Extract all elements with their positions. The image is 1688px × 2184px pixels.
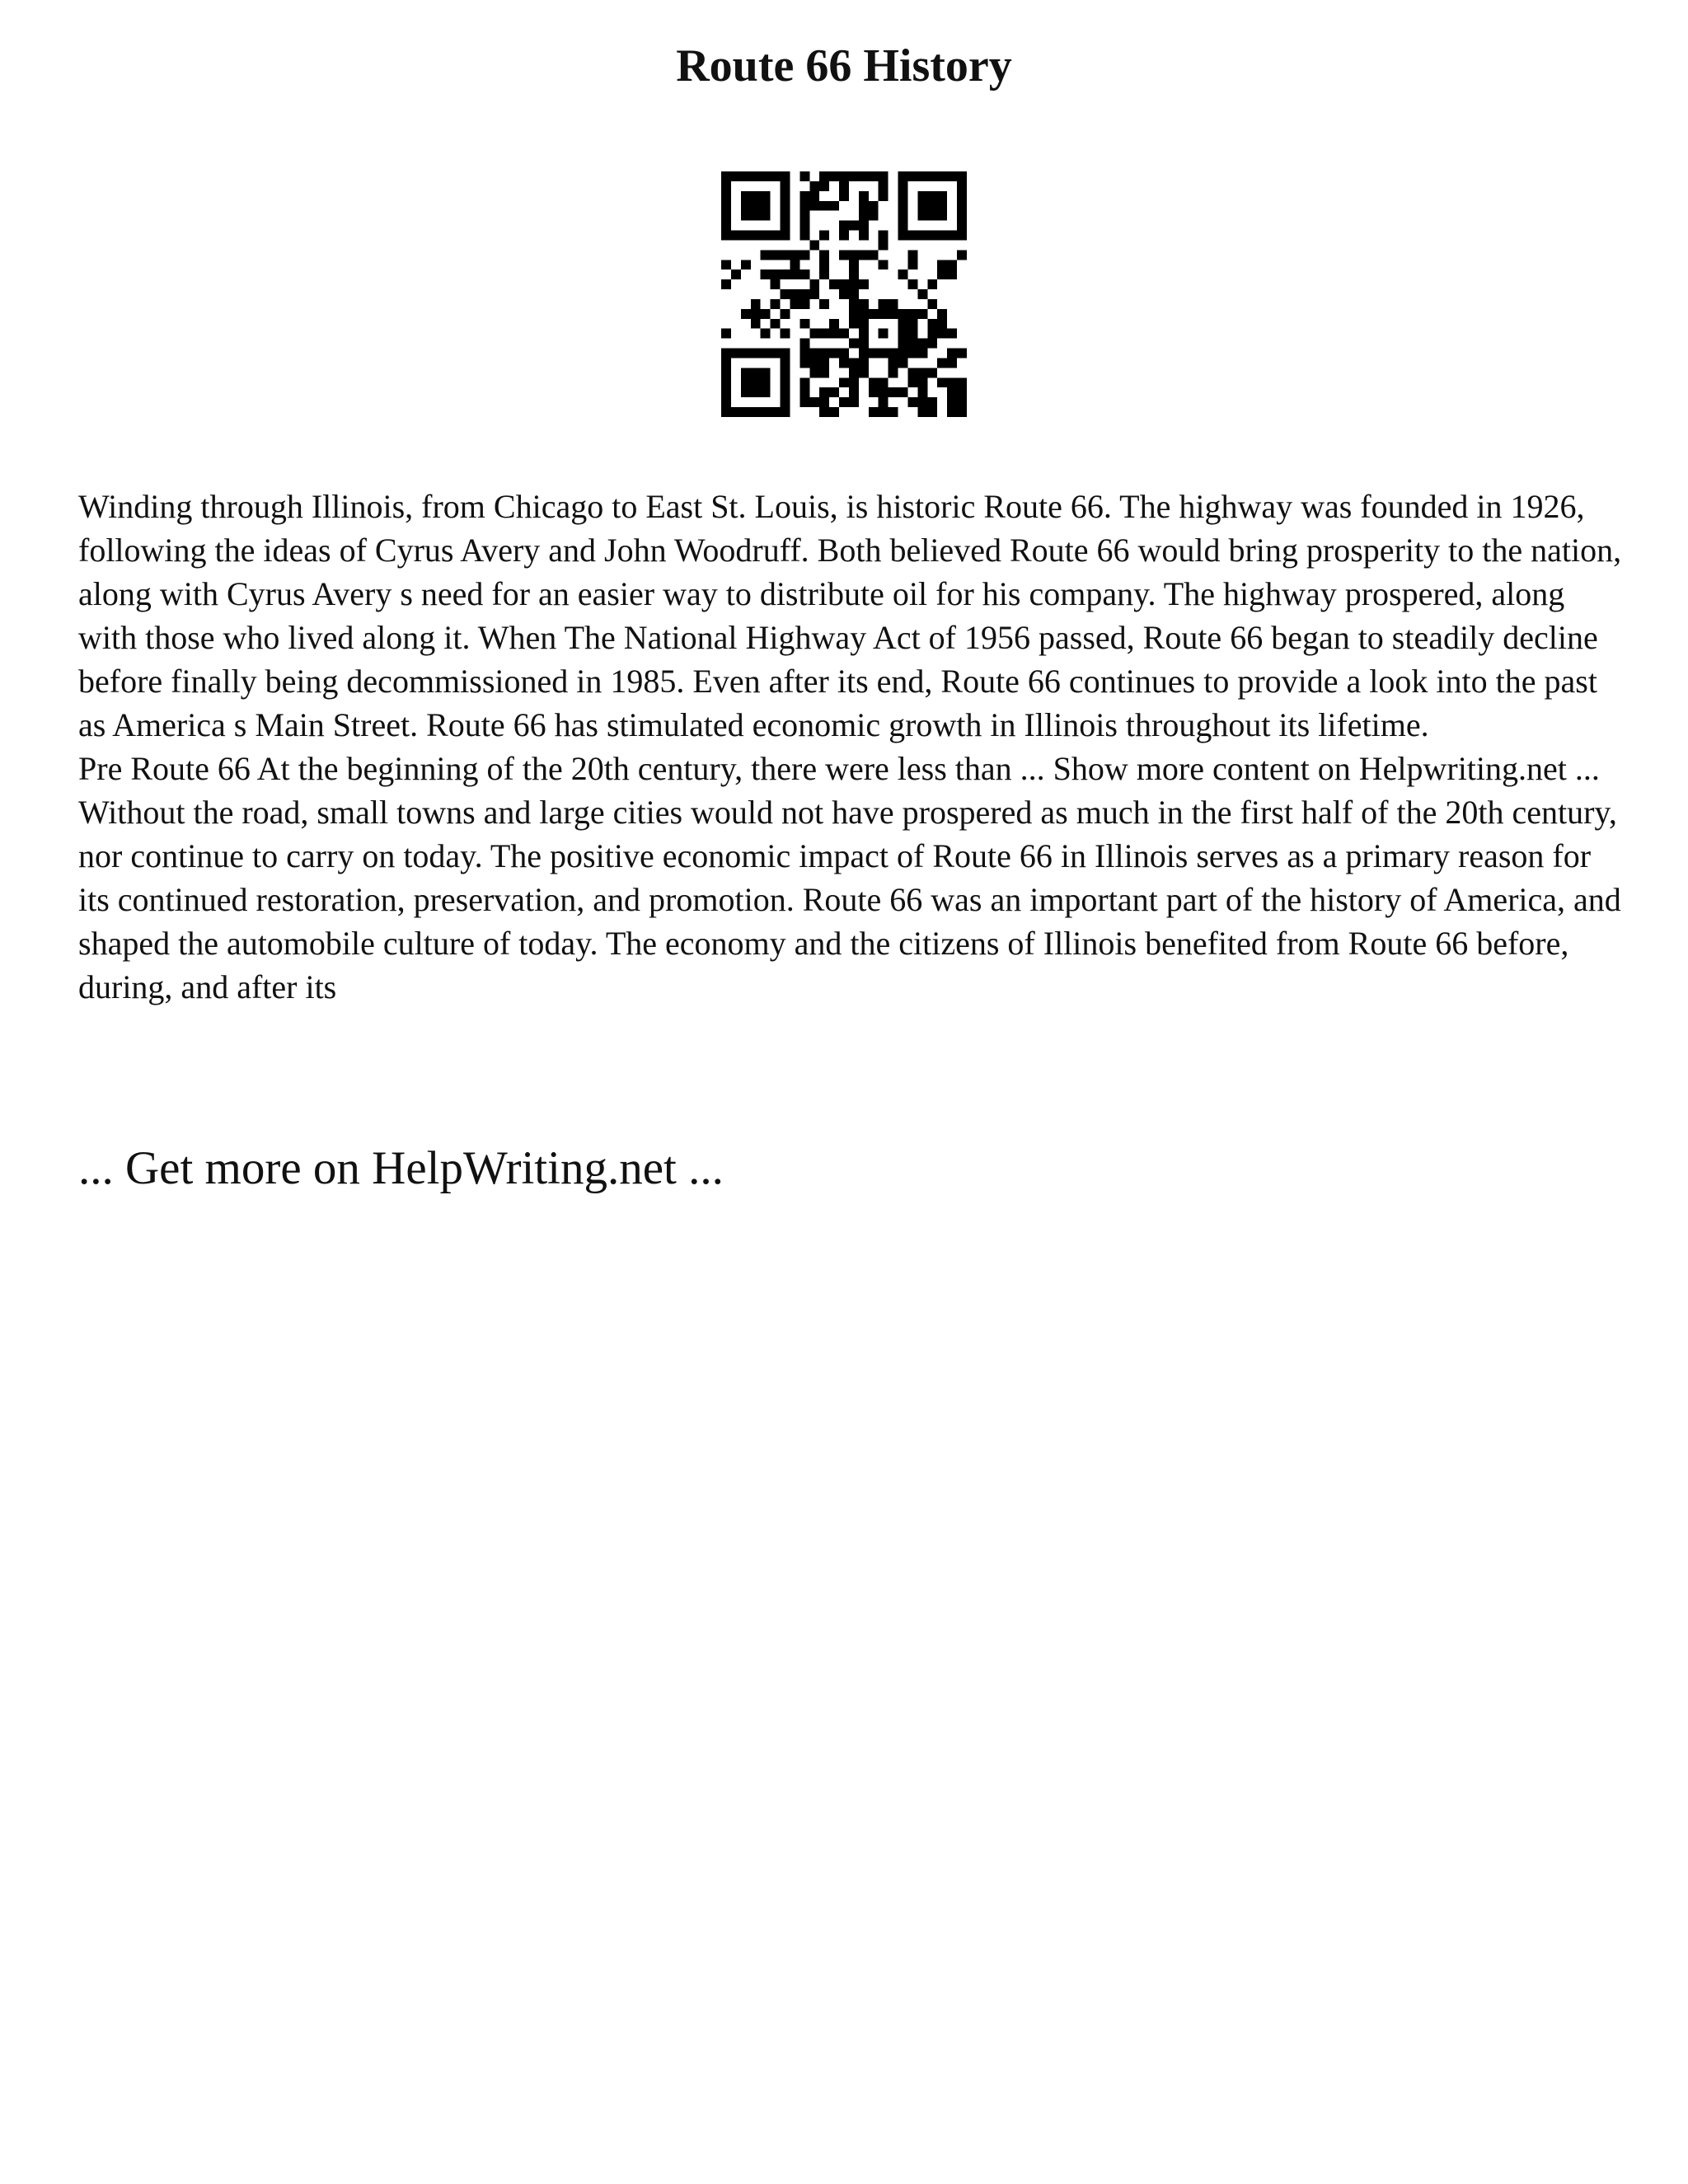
page-title: Route 66 History — [676, 40, 1012, 91]
article-body — [78, 485, 1628, 1009]
paragraph-intro: Winding through Illinois, from Chicago to East St. Louis, is historic Route 66. The highway was founded in 1926, following the ideas of Cyrus Avery and John Woodruff. Both believed Route 66 would bring prosperity to the nation, along with Cyrus Avery s need for an easier way to distribute oil for his company. The highway prospered, along with those who lived along it. When The National Highway Act of 1956 passed, Route 66 began to steadily decline before finally being decommissioned in 1985. Even after its end, Route 66 continues to provide a look into the past as America s Main Street. Route 66 has stimulated economic growth in Illinois throughout its lifetime. — [78, 488, 1622, 743]
paragraph-conclusion: Without the road, small towns and large cities would not have prospered as much in the first half of the 20th century, nor continue to carry on today. The positive economic impact of Route 66 in Illinois serves as a primary reason for its continued restoration, preservation, and promotion. Route 66 was an important part of the history of America, and shaped the automobile culture of today. The economy and the citizens of Illinois benefited from Route 66 before, during, and after its — [78, 794, 1621, 1005]
get-more-link[interactable]: ... Get more on HelpWriting.net ... — [78, 1142, 724, 1194]
paragraph-preview: Pre Route 66 At the beginning of the 20th century, there were less than ... Show more content on Helpwriting.net ... — [78, 750, 1600, 787]
qr-code-icon — [721, 171, 967, 417]
